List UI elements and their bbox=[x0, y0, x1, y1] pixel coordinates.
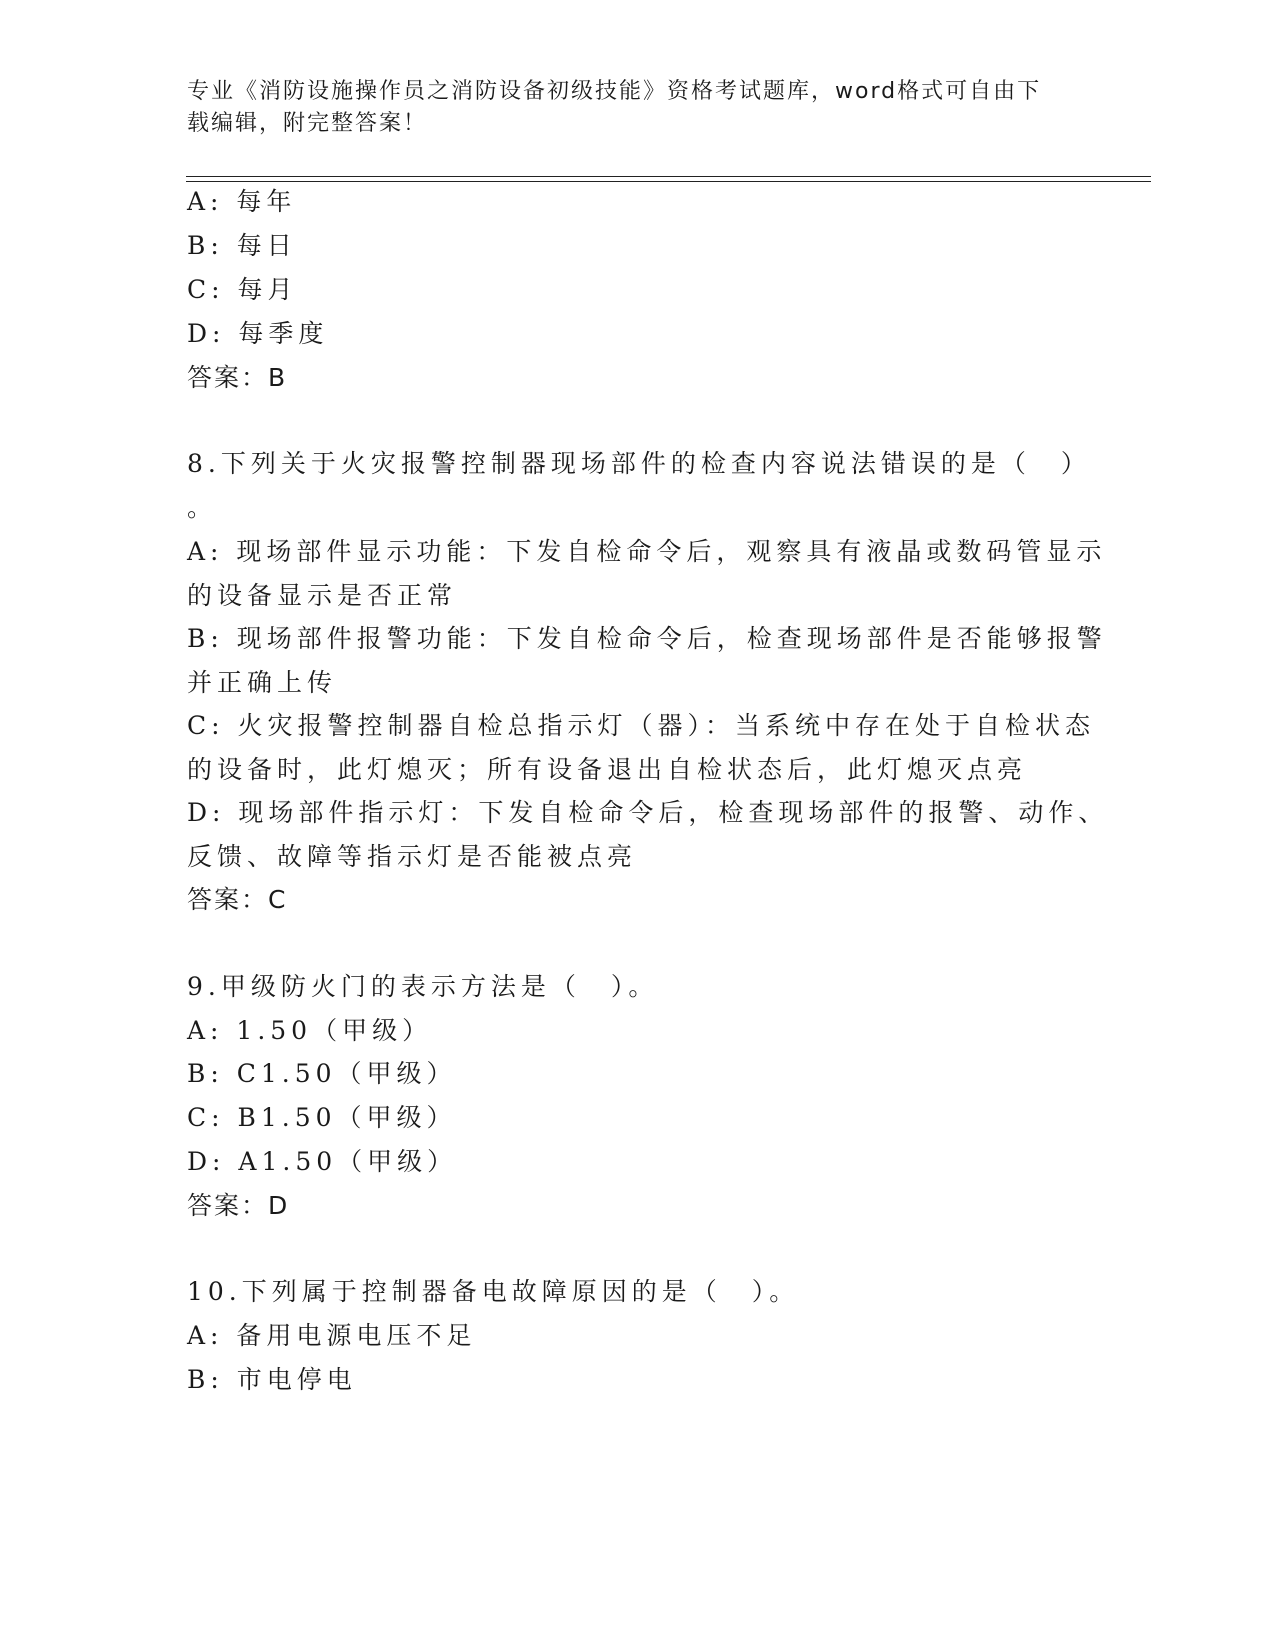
q7-option-b: B: 每日 bbox=[187, 231, 297, 260]
q8-answer: 答案：C bbox=[187, 885, 288, 914]
q8-option-a-line-2: 的设备显示是否正常 bbox=[187, 581, 458, 610]
q10-option-a: A: 备用电源电压不足 bbox=[187, 1321, 477, 1350]
q8-option-c-line-2: 的设备时，此灯熄灭；所有设备退出自检状态后，此灯熄灭点亮 bbox=[187, 755, 1028, 784]
q7-answer: 答案：B bbox=[187, 363, 288, 392]
q9-option-c: C: B1.50（甲级） bbox=[187, 1103, 457, 1132]
q10-option-b: B: 市电停电 bbox=[187, 1365, 357, 1394]
q8-stem-line-2: 。 bbox=[187, 493, 218, 522]
q9-option-a: A: 1.50（甲级） bbox=[187, 1016, 433, 1045]
header-line-2: 载编辑，附完整答案！ bbox=[187, 111, 428, 136]
q9-option-b: B: C1.50（甲级） bbox=[187, 1059, 457, 1088]
document-header bbox=[187, 76, 1067, 140]
q7-option-d: D: 每季度 bbox=[187, 319, 329, 348]
q8-option-c-line-1: C: 火灾报警控制器自检总指示灯（器）：当系统中存在处于自检状态 bbox=[187, 711, 1096, 740]
q7-option-a: A: 每年 bbox=[187, 187, 297, 216]
q8-option-d-line-1: D: 现场部件指示灯：下发自检命令后，检查现场部件的报警、动作、 bbox=[187, 798, 1109, 827]
q8-option-b-line-1: B: 现场部件报警功能：下发自检命令后，检查现场部件是否能够报警 bbox=[187, 624, 1107, 653]
q8-stem-line-1: 8.下列关于火灾报警控制器现场部件的检查内容说法错误的是（ ） bbox=[187, 449, 1091, 478]
header-line-1: 专业《消防设施操作员之消防设备初级技能》资格考试题库，word格式可自由下 bbox=[187, 79, 1042, 104]
q7-option-c: C: 每月 bbox=[187, 275, 298, 304]
q8-option-b-line-2: 并正确上传 bbox=[187, 668, 338, 697]
q10-stem: 10.下列属于控制器备电故障原因的是（ ）。 bbox=[187, 1277, 800, 1306]
q9-stem: 9.甲级防火门的表示方法是（ ）。 bbox=[187, 972, 659, 1001]
q9-option-d: D: A1.50（甲级） bbox=[187, 1147, 458, 1176]
header-divider-top bbox=[186, 176, 1151, 177]
q8-option-a-line-1: A: 现场部件显示功能：下发自检命令后，观察具有液晶或数码管显示 bbox=[187, 537, 1107, 566]
q8-option-d-line-2: 反馈、故障等指示灯是否能被点亮 bbox=[187, 842, 638, 871]
header-divider-bottom bbox=[186, 181, 1151, 182]
q9-answer: 答案：D bbox=[187, 1191, 290, 1220]
